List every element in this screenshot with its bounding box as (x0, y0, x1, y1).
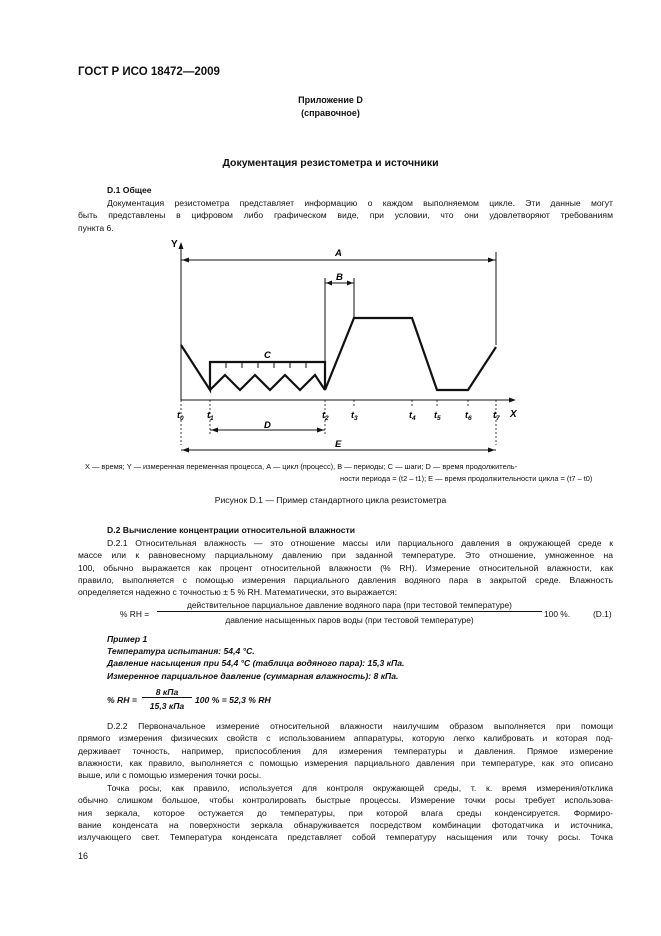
d2-line: выше, или с помощью измерения точки росы. (78, 770, 262, 781)
d2-line: вание конденсата на поверхности зеркала обнаруживается посредством комбинации фотодатчика и источника, (78, 819, 613, 830)
d2-line: влажности, как правило, выполняется с помощью измерения парциального давления при температуре, как это описано (78, 757, 613, 768)
d2-line: 100, обычно выражается как процент относительной влажности (% RH). Измерение относительной влажности, как (78, 562, 613, 573)
d2-line: обычно слишком большое, чтобы контролировать быстрые процессы. Измерение точки росы требует использова- (78, 795, 613, 806)
d1-line: быть представлены в цифровом либо графическом виде, при условии, что они удовлетворяют требованиям (78, 210, 613, 221)
document-header: ГОСТ Р ИСО 18472—2009 (78, 66, 220, 78)
figure-legend (85, 461, 605, 485)
d1-heading: D.1 Общее (107, 185, 152, 195)
formula-number: (D.1) (593, 609, 612, 619)
y-axis-label: Y (171, 239, 178, 250)
example-title: Пример 1 (107, 634, 148, 644)
label-c: C (264, 350, 271, 361)
appendix-note: (справочное) (301, 108, 360, 118)
x-axis-arrow (509, 398, 516, 403)
t7-label: $t_7$ (493, 410, 500, 422)
d2-paragraph-1 (78, 537, 613, 598)
t1-label: $t_1$ (207, 410, 214, 422)
d2-line: ния зеркала, которое остужается до температуры, при которой влага среды конденсируется. Формиро- (78, 807, 613, 818)
label-e: E (335, 439, 342, 450)
formula-d1 (0, 600, 661, 630)
t5-label: $t_5$ (434, 410, 441, 422)
d2-line: прямого измерения физических свойств с использованием аппаратуры, которую легко калибровать и которая под- (78, 733, 613, 744)
d2-heading: D.2 Вычисление концентрации относительной влажности (107, 525, 356, 535)
label-a: A (335, 248, 342, 259)
calc-numerator: 8 кПа (142, 687, 192, 698)
d2-line: Точка росы, как правило, используется для контроля окружающей среды, т. к. время измерения/отклика (107, 783, 613, 793)
t3-label: $t_3$ (351, 410, 358, 422)
d2-line: правило, выполняется с помощью измерения парциального давления водяного пара в закрытой среде. Влажность (78, 574, 613, 585)
calc-rhs: 100 % = 52,3 % RH (195, 695, 271, 705)
legend-line: ности периода = (t2 – t1); E — время продолжительности цикла = (t7 – t0) (340, 474, 593, 483)
t2-label: $t_2$ (322, 410, 329, 422)
example-line: Давление насыщения при 54,4 °C (таблица водяного пара): 15,3 кПа. (107, 658, 405, 668)
legend-line: X — время; Y — измеренная переменная процесса, A — цикл (процесс), B — периоды; C — шаги; D — время продолжитель- (85, 462, 518, 471)
d1-paragraph (78, 197, 613, 234)
d2-line: D.2.1 Относительная влажность — это отношение массы или парциального давления в окружающей среде к (107, 538, 613, 548)
d2-line: излучающего свет. Температура конденсата представляет собой температуру насыщения или точку росы. Точка (78, 832, 613, 843)
t4-label: $t_4$ (409, 410, 416, 422)
calc-denominator: 15,3 кПа (149, 701, 185, 711)
example-line: Температура испытания: 54,4 °C. (107, 646, 255, 656)
x-axis-label: X (510, 409, 517, 420)
label-d: D (264, 420, 271, 431)
calc-lhs: % RH = (107, 695, 137, 705)
d2-line: держивает точность, например, приспособления для измерения температуры и давления. Прямое измерение (78, 745, 613, 756)
t0-label: $t_0$ (177, 410, 184, 422)
t6-label: $t_6$ (465, 410, 472, 422)
d2-paragraph-2 (78, 720, 613, 781)
d1-line: пункта 6. (78, 222, 114, 233)
d2-line: D.2.2 Первоначальное измерение относительной влажности наилучшим образом выполняется при помощи (107, 721, 613, 731)
d2-line: определяется надежно с точностью ± 5 % RH. Математически, это выражается: (78, 587, 397, 598)
formula-lhs: % RH = (120, 609, 150, 619)
formula-numerator: действительное парциальное давление водяного пара (при тестовой температуре) (157, 600, 542, 612)
section-title: Документация резистометра и источники (222, 157, 439, 169)
page-number: 16 (78, 851, 89, 861)
cycle-figure (160, 234, 530, 456)
figure-caption: Рисунок D.1 — Пример стандартного цикла резистометра (214, 495, 447, 505)
d1-line: Документация резистометра представляет информацию о каждом выполняемом цикле. Эти данные могут (107, 198, 613, 208)
example-calc (107, 687, 407, 717)
d2-paragraph-3 (78, 782, 613, 843)
appendix-title: Приложение D (298, 95, 363, 105)
formula-rhs: 100 %. (544, 609, 571, 619)
y-axis-arrow (179, 242, 184, 249)
d2-line: массе или к равновесному парциальному давлению при заданной температуре. Это отношение, умноженное на (78, 550, 613, 561)
steps-zigzag (210, 375, 325, 390)
example-line: Измеренное парциальное давление (суммарная влажность): 8 кПа. (107, 671, 399, 681)
label-b: B (336, 272, 343, 283)
formula-denominator: давление насыщенных паров воды (при тестовой температуре) (225, 615, 474, 625)
